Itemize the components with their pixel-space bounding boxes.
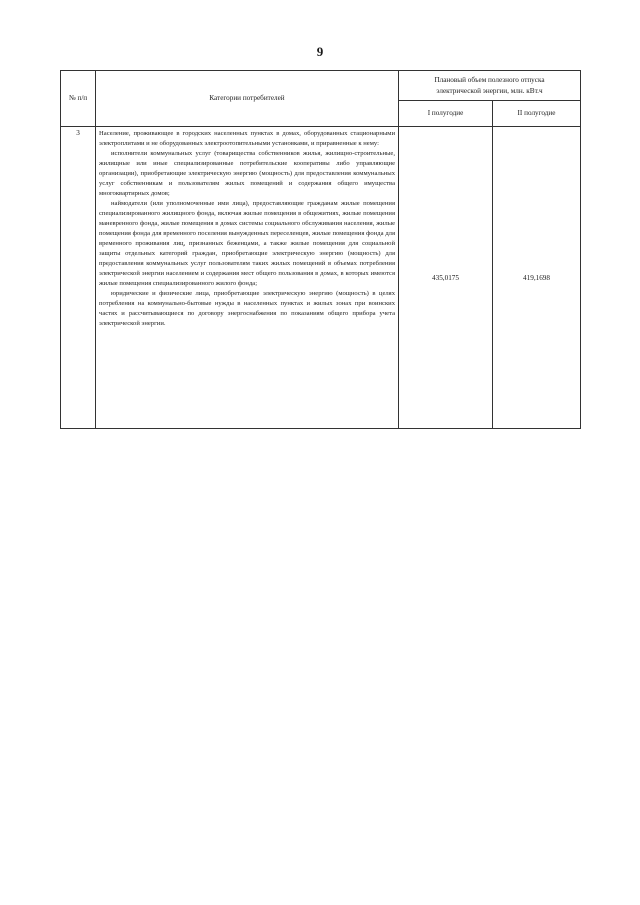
table-row [61,127,581,429]
consumption-table [60,70,581,429]
value-half2: 419,1698 [493,127,581,429]
header-volume: Плановый объем полезного отпуска электрической энергии, млн. кВт.ч [399,71,581,101]
category-paragraph: наймодатели (или уполномоченные ими лица), предоставляющие гражданам жилые помещения специализированного жилищного фонда, включая жилые помещения в общежитиях, жилые помещения маневренного фонда, жилые помещения в домах системы социального обслуживания населения, жилые помещения фонда для временного поселения вынужденных переселенцев, жилые помещения фонда для временного проживания лиц, признанных беженцами, а также жилые помещения для социальной защиты отдельных категорий граждан, приобретающие электрическую энергию (мощность) для предоставления коммунальных услуг пользователям таких жилых помещений в объемах потребления электрической энергии населением и содержания мест общего пользования в домах, в которых имеются жилые помещения специализированного жилого фонда; [99,200,395,288]
category-description [96,127,399,429]
page-number: 9 [316,44,324,59]
header-num: № п/п [61,71,96,127]
category-paragraph: исполнители коммунальных услуг (товарищества собственников жилья, жилищно-строительные, жилищные или иные специализированные потребительские кооперативы либо управляющие организации), приобретающие электрическую энергию (мощность) для предоставления коммунальных услуг собственникам и пользователям жилых помещений и содержания общего имущества многоквартирных домов; [99,150,395,198]
category-paragraph: юридические и физические лица, приобретающие электрическую энергию (мощность) в целях потребления на коммунально-бытовые нужды в населенных пунктах и жилых зонах при воинских частях и рассчитывающиеся по договору энергоснабжения по показаниям общего прибора учета электрической энергии. [99,290,395,328]
value-half1: 435,0175 [399,127,493,429]
row-number: 3 [61,127,96,429]
header-half2: II полугодие [493,101,581,127]
header-half1: I полугодие [399,101,493,127]
category-paragraph: Население, проживающее в городских населенных пунктах в домах, оборудованных стационарными электроплитами и не оборудованных электроотопительными установками, и приравненные к нему: [99,130,395,148]
header-category: Категории потребителей [96,71,399,127]
